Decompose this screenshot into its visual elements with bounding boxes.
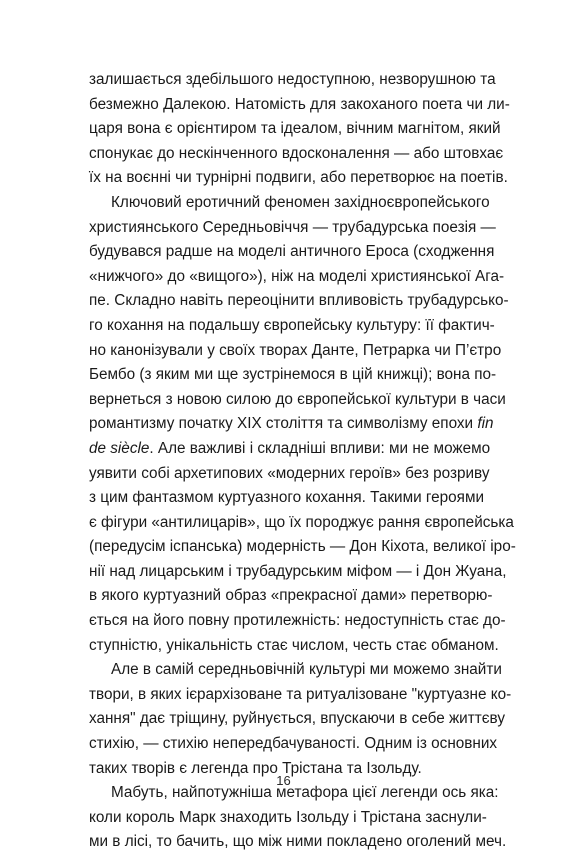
italic-term: fin [477,415,494,433]
text-line: Ключовий еротичний феномен західноєвропейського [111,193,490,211]
paragraph-4 [89,781,507,855]
text-line: хання" дає тріщину, руйнується, впускаючи в себе життєву [89,710,505,728]
text-line: Мабуть, найпотужніша метафора цієї легенди ось яка: [111,784,499,802]
text-line: ми в лісі, то бачить, що між ними покладено оголений меч. [89,833,507,851]
page-number: 16 [276,773,291,788]
text-line-with-italic: de siècle. Але важливі і складніші впливи: ми не можемо [89,439,491,457]
text-line: царя вона є орієнтиром та ідеалом, вічним магнітом, який [89,120,501,138]
text-line: залишається здебільшого недоступною, незворушною та [89,71,496,88]
text-line: нії над лицарським і трубадурським міфом — і Дон Жуана, [89,562,507,580]
text-line: «нижчого» до «вищого»), ніж на моделі християнської Ага- [89,267,505,285]
italic-term: de siècle [89,439,150,457]
text-line: стихію, — стихію непередбачуваності. Одним із основних [89,735,498,753]
paragraph-1 [89,68,510,191]
text-line: є фігури «антилицарів», що їх породжує рання європейська [89,513,514,531]
text-line: їх на воєнні чи турнірні подвиги, або перетворює на поетів. [89,169,508,187]
text-line: в якого куртуазний образ «прекрасної дами» перетворю- [89,587,493,605]
text-line: коли король Марк знаходить Ізольду і Трістана заснули- [89,808,487,826]
text-line: безмежно Далекою. Натомість для закоханого поета чи ли- [89,95,510,113]
paragraph-2 [89,191,516,658]
text-line-with-italic: романтизму початку XIX століття та символізму епохи fin [89,415,494,433]
text-line: Але в самій середньовічній культурі ми можемо знайти [111,661,502,679]
text-line: будувався радше на моделі античного Ероса (сходження [89,243,495,261]
text-line: твори, в яких ієрархізоване та ритуалізоване "куртуазне ко- [89,685,512,703]
text-line: ється на його повну протилежність: недоступність стає до- [89,612,506,630]
text-line: вернеться з новою силою до європейської культури в часи [89,390,506,408]
page-body [89,68,516,855]
text-line: таких творів є легенда про Трістана та Ізольду. [89,759,422,777]
text-line: го кохання на подальшу європейську культуру: її фактич- [89,316,495,334]
text-line: уявити собі архетипових «модерних героїв» без розриву [89,464,490,482]
text-line: з цим фантазмом куртуазного кохання. Такими героями [89,489,485,507]
text-line: но канонізували у своїх творах Данте, Петрарка чи П’єтро [89,341,502,359]
text-line: пе. Складно навіть переоцінити впливовість трубадурсько- [89,292,509,310]
text-line: Бембо (з яким ми ще зустрінемося в цій книжці); вона по- [89,366,497,384]
text-line: спонукає до нескінченного вдосконалення — або штовхає [89,144,504,162]
text-line: (передусім іспанська) модерність — Дон Кіхота, великої іро- [89,538,516,556]
paragraph-3 [89,658,512,781]
text-line: ступністю, унікальність стає числом, честь стає обманом. [89,636,499,654]
text-line: християнського Середньовіччя — трубадурська поезія — [89,218,496,236]
